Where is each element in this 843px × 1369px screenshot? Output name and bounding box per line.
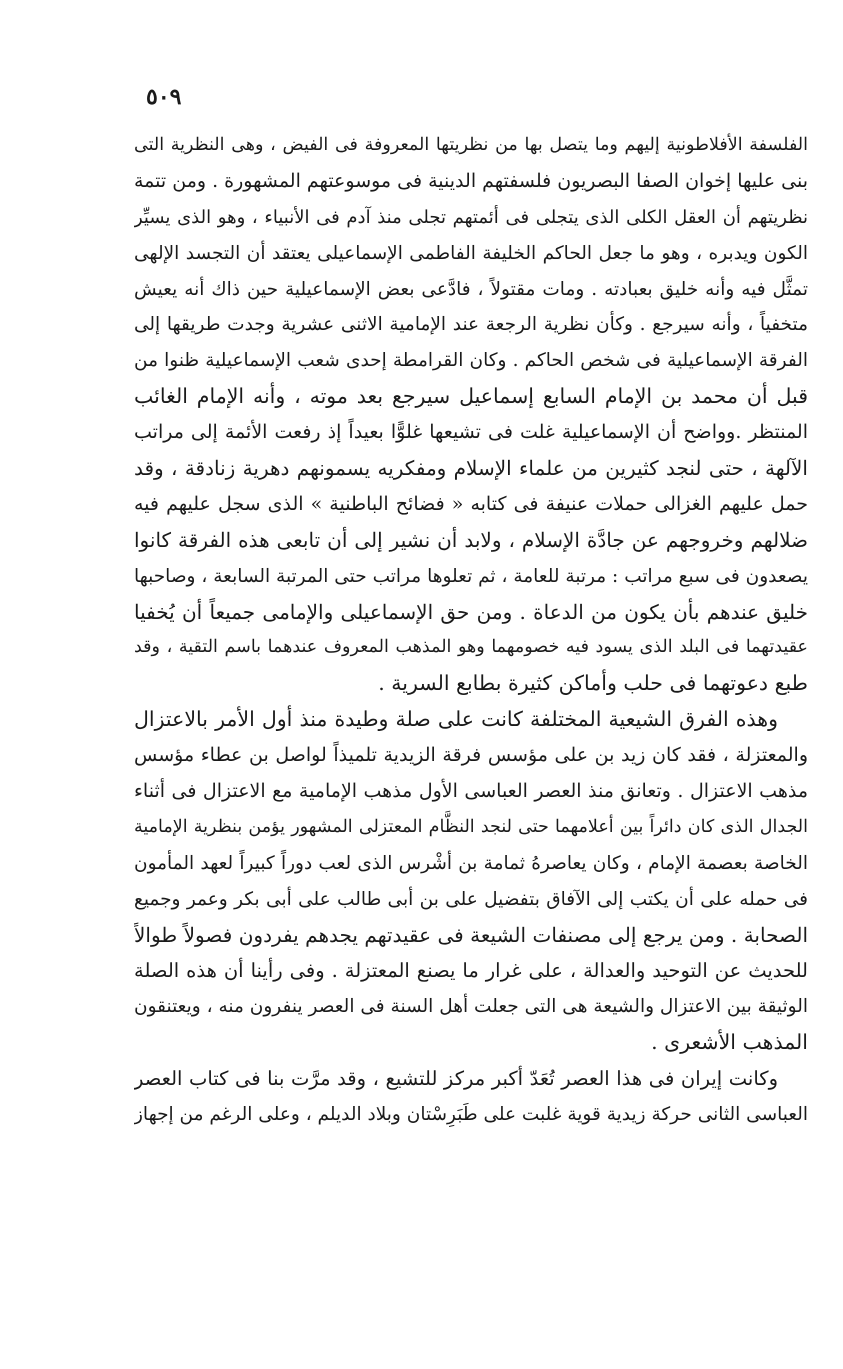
text-line: الفرقة الإسماعيلية فى شخص الحاكم . وكان القرامطة إحدى شعب الإسماعيلية ظنوا من (134, 350, 808, 372)
body-text (134, 128, 808, 1133)
text-line: الكون ويدبره ، وهو ما جعل الحاكم الخليفة الفاطمى الإسماعيلى يعتقد أن التجسد الإلهى (134, 242, 808, 264)
text-line: تمثَّل فيه وأنه خليق بعبادته . ومات مقتولاً ، فادَّعى بعض الإسماعيلية حين ذاك أنه يعيش (134, 278, 808, 300)
text-line: وكانت إيران فى هذا العصر تُعَدّ أكبر مركز للتشيع ، وقد مرَّت بنا فى كتاب العصر (134, 1067, 778, 1091)
text-line: الجدال الذى كان دائراً بين أعلامهما حتى لنجد النظَّام المعتزلى المشهور يؤمن بنظرية الإمامية (134, 816, 808, 837)
text-line: العباسى الثانى حركة زيدية قوية غلبت على طَبَرِسْتان وبلاد الديلم ، وعلى الرغم من إجهاز (134, 1104, 808, 1126)
page-number: ٥٠٩ (146, 84, 182, 110)
text-line: خليق عندهم بأن يكون من الدعاة . ومن حق الإسماعيلى والإمامى جميعاً أن يُخفيا (134, 599, 808, 624)
text-line: المنتظر .وواضح أن الإسماعيلية غلت فى تشيعها غلوًّا بعيداً إذ رفعت الأئمة إلى مراتب (134, 421, 808, 444)
text-line: وهذه الفرق الشيعية المختلفة كانت على صلة وطيدة منذ أول الأمر بالاعتزال (134, 707, 778, 732)
text-line: حمل عليهم الغزالى حملات عنيفة فى كتابه « فضائح الباطنية » الذى سجل عليهم فيه (134, 492, 808, 515)
text-line: الآلهة ، حتى لنجد كثيرين من علماء الإسلام ومفكريه يسمونهم دهرية زنادقة ، وقد (134, 456, 808, 481)
text-line: يصعدون فى سبع مراتب : مرتبة للعامة ، ثم تعلوها مراتب حتى المرتبة السابعة ، وصاحبها (134, 565, 808, 587)
text-line: للحديث عن التوحيد والعدالة ، على غرار ما يصنع المعتزلة . وفى رأينا أن هذه الصلة (134, 959, 808, 983)
text-line: مذهب الاعتزال . وتعانق منذ العصر العباسى الأول مذهب الإمامية مع الاعتزال فى أثناء (134, 780, 808, 803)
text-line: الصحابة . ومن يرجع إلى مصنفات الشيعة فى عقيدتهم يجدهم يفردون فصولاً طوالاً (134, 922, 808, 947)
text-line: المذهب الأشعرى . (651, 1030, 808, 1055)
text-line: الفلسفة الأفلاطونية إليهم وما يتصل بها من نظريتها المعروفة فى الفيض ، وهى النظرية التى (134, 135, 808, 155)
text-line: ضلالهم وخروجهم عن جادَّة الإسلام ، ولابد أن نشير إلى أن تابعى هذه الفرقة كانوا (134, 527, 808, 552)
text-line: بنى عليها إخوان الصفا البصريون فلسفتهم الدينية فى موسوعتهم المشهورة . ومن تتمة (134, 169, 808, 192)
text-line: نظريتهم أن العقل الكلى الذى يتجلى فى أئمتهم تجلى منذ آدم فى الأنبياء ، وهو الذى يسيِّر (134, 206, 808, 228)
text-line: قبل أن محمد بن الإمام السابع إسماعيل سيرجع بعد موته ، وأنه الإمام الغائب (134, 384, 808, 409)
text-line: متخفياً ، وأنه سيرجع . وكأن نظرية الرجعة عند الإمامية الاثنى عشرية وجدت طريقها إلى (134, 314, 808, 336)
text-line: الخاصة بعصمة الإمام ، وكان يعاصرهُ ثمامة بن أشْرس الذى لعب دوراً كبيراً لعهد المأمون (134, 852, 808, 874)
text-line: الوثيقة بين الاعتزال والشيعة هى التى جعلت أهل السنة فى العصر ينفرون منه ، ويعتنقون (134, 996, 808, 1018)
text-line: طبع دعوتهما فى حلب وأماكن كثيرة بطابع السرية . (378, 671, 808, 696)
text-line: فى حمله على أن يكتب إلى الآفاق بتفضيل على بن أبى طالب على أبى بكر وعمر وجميع (134, 888, 808, 910)
text-line: عقيدتهما فى البلد الذى يسود فيه خصومهما وهو المذهب المعروف عندهما باسم التقية ، وقد (134, 637, 808, 658)
text-line: والمعتزلة ، فقد كان زيد بن على مؤسس فرقة الزيدية تلميذاً لواصل بن عطاء مؤسس (134, 744, 808, 767)
